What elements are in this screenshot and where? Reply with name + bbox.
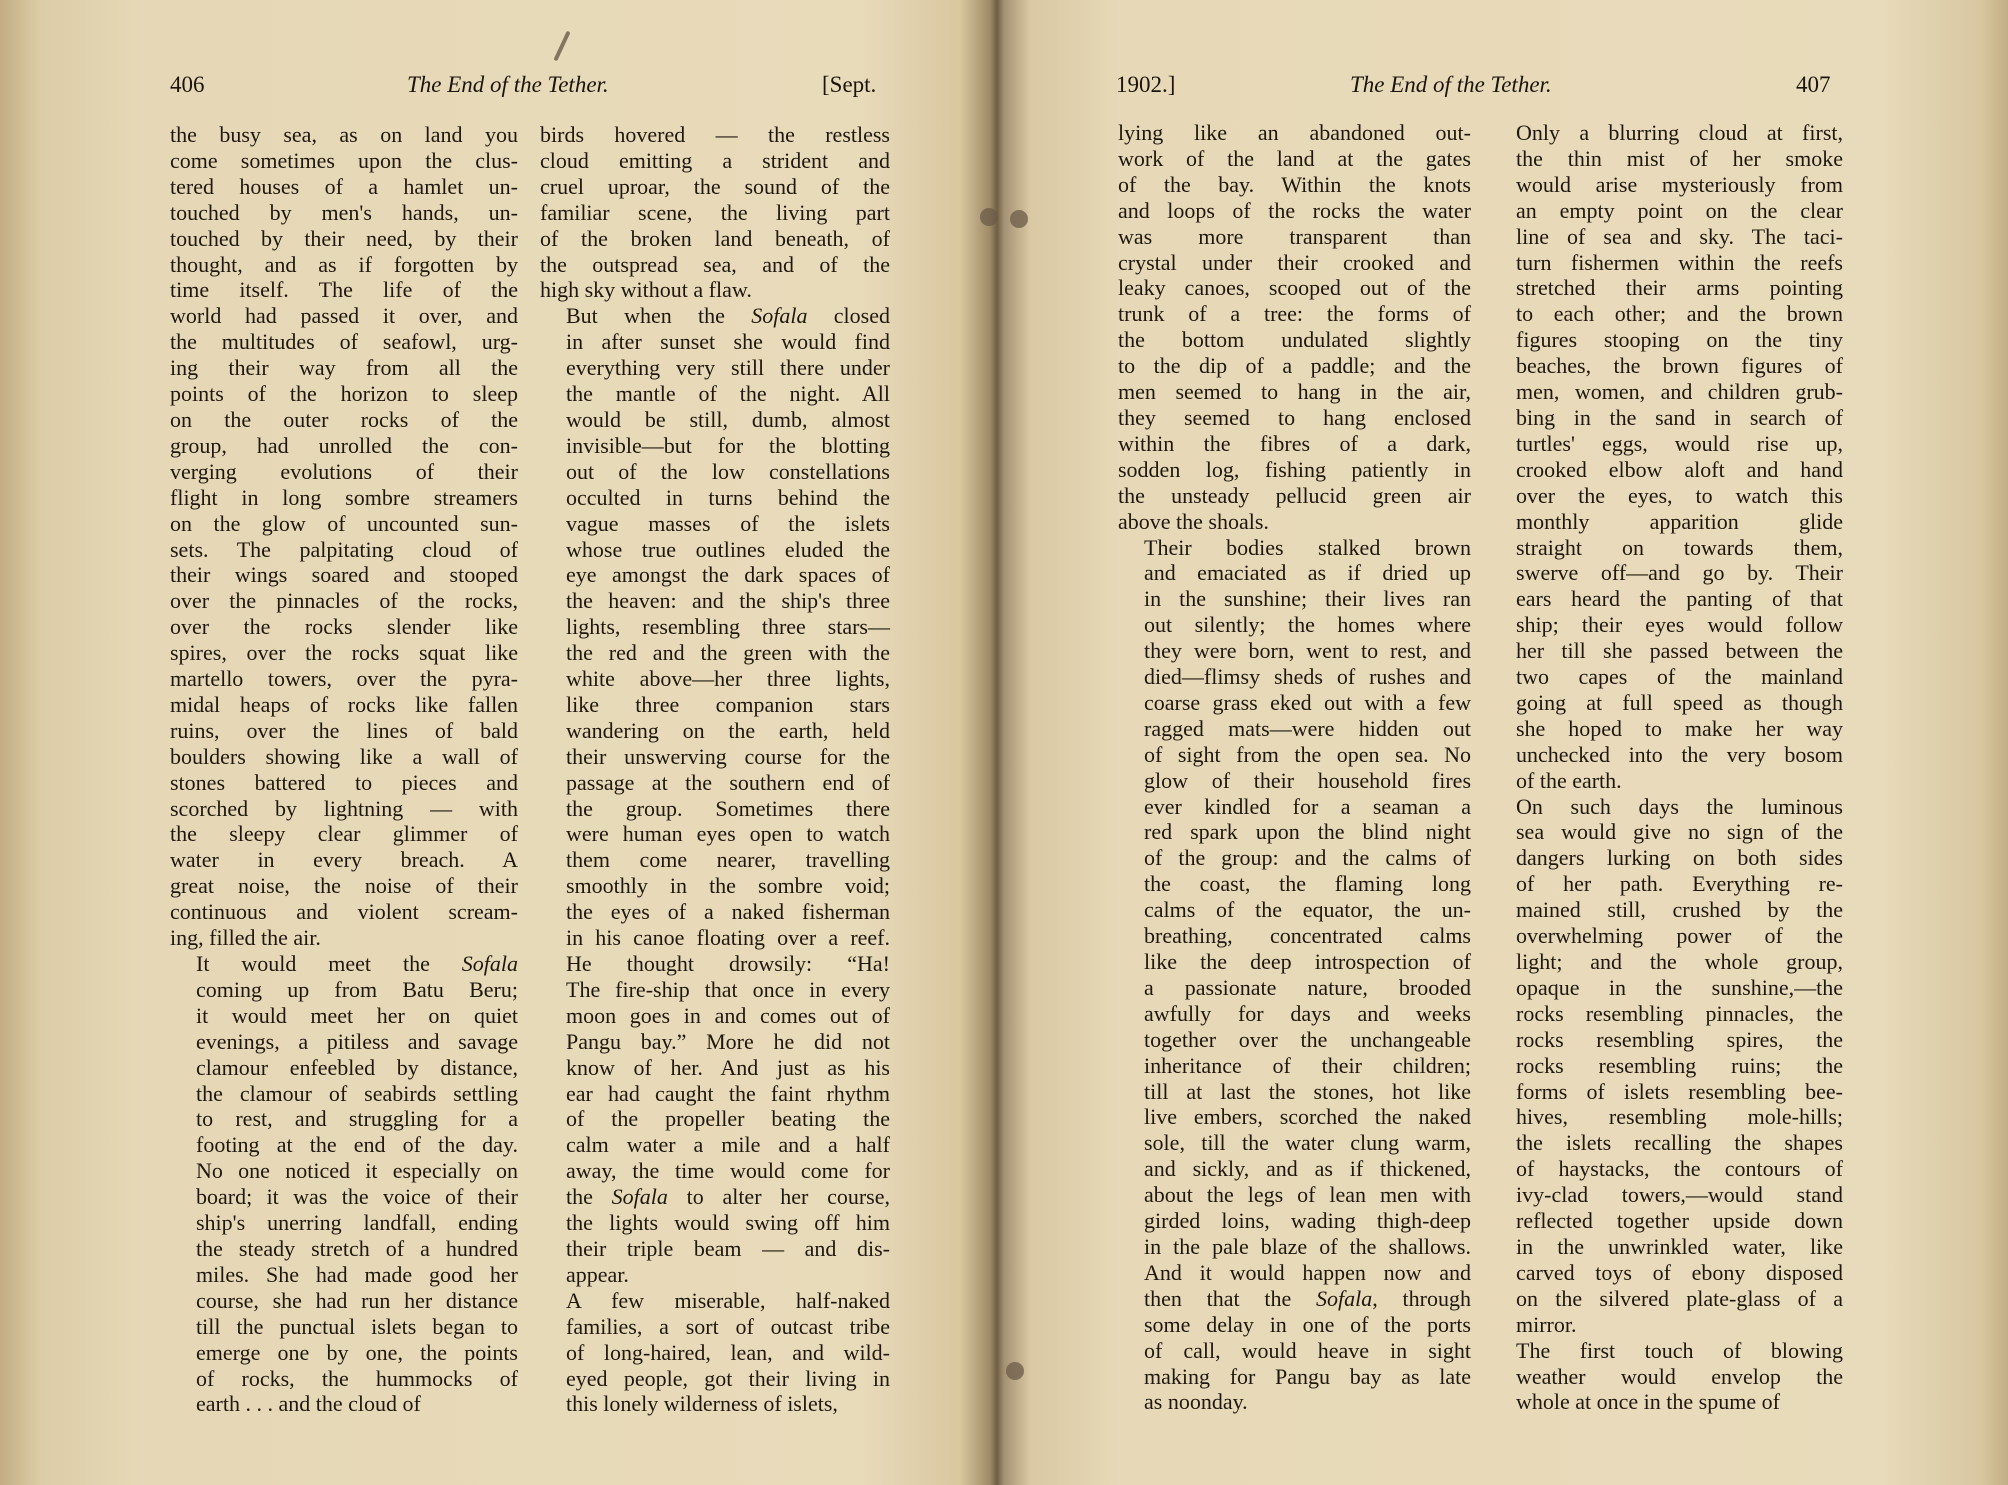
text-line: swerve off—and go by. Their [1516,560,1843,586]
text-line: rocks resembling spires, the [1516,1026,1843,1052]
page-number: 406 [170,72,205,97]
text-line: carved toys of ebony disposed [1516,1259,1843,1285]
text-line: bing in the sand in search of [1516,404,1843,430]
paragraph [1490,794,1843,1338]
paragraph [170,951,518,1417]
text-line: ivy-clad towers,—would stand [1516,1182,1843,1208]
text-line: of her path. Everything re- [1516,871,1843,897]
text-line: eye amongst the dark spaces of [566,562,890,588]
text-line: the heaven: and the ship's three [566,588,890,614]
text-line: clamour enfeebled by distance, [196,1054,518,1080]
text-line: the clamour of seabirds settling [196,1080,518,1106]
text-line: live embers, scorched the naked [1144,1104,1471,1130]
text-line: making for Pangu bay as late [1144,1363,1471,1389]
text-line: the group. Sometimes there [566,795,890,821]
text-line: unchecked into the very bosom [1516,741,1843,767]
right-page-header [1116,72,1841,112]
text-line: glow of their household fires [1144,767,1471,793]
text-line: scorched by lightning — with [170,795,518,821]
text-line: It would meet the Sofala [196,951,518,976]
text-line: girded loins, wading thigh-deep [1144,1208,1471,1234]
text-line: figures stooping on the tiny [1516,327,1843,353]
text-line: about the legs of lean men with [1144,1182,1471,1208]
text-line: red spark upon the blind night [1144,819,1471,845]
text-line: know of her. And just as his [566,1054,890,1080]
text-line: sea would give no sign of the [1516,819,1843,845]
paragraph [540,303,890,1287]
text-line: points of the horizon to sleep [170,381,518,407]
text-line: ears heard the panting of that [1516,586,1843,612]
paragraph [1118,535,1471,1416]
text-line: hives, resembling mole-hills; [1516,1104,1843,1130]
text-line: of the group: and the calms of [1144,845,1471,871]
text-line: of long-haired, lean, and wild- [566,1339,890,1365]
text-line: the red and the green with the [566,640,890,666]
text-line: But when the Sofala closed [566,303,890,329]
text-line: cruel uproar, the sound of the [540,173,890,199]
paragraph [540,1288,890,1418]
text-line: rocks resembling pinnacles, the [1516,1000,1843,1026]
text-line: they were born, went to rest, and [1144,638,1471,664]
text-line: to the dip of a paddle; and the [1118,353,1471,379]
text-line: over the pinnacles of the rocks, [170,588,518,614]
text-line: turtles' eggs, would rise up, [1516,430,1843,456]
text-line: cloud emitting a strident and [540,147,890,173]
text-line: reflected together upside down [1516,1208,1843,1234]
text-line: going at full speed as though [1516,689,1843,715]
text-line: the outspread sea, and of the [540,251,890,277]
text-line: the lights would swing off him [566,1210,890,1236]
text-line: ing, filled the air. [170,925,321,951]
text-line: evenings, a pitiless and savage [196,1028,518,1054]
text-line: moon goes in and comes out of [566,1002,890,1028]
running-title: The End of the Tether. [1350,72,1552,97]
text-line: ruins, over the lines of bald [170,717,518,743]
text-line: He thought drowsily: “Ha! [566,951,890,976]
text-line: water in every breach. A [170,847,518,873]
text-line: was more transparent than [1118,223,1471,249]
text-line: Only a blurring cloud at first, [1516,120,1843,145]
text-line: of call, would heave in sight [1144,1337,1471,1363]
text-line: and sickly, and as if thickened, [1144,1156,1471,1182]
text-line: group, had unrolled the con- [170,432,518,458]
text-line: over the eyes, to watch this [1516,482,1843,508]
text-line: the coast, the flaming long [1144,871,1471,897]
text-line: mirror. [1516,1311,1577,1337]
text-line: birds hovered — the restless [540,122,890,147]
text-line: verging evolutions of their [170,458,518,484]
text-line: touched by their need, by their [170,225,518,251]
text-line: wandering on the earth, held [566,717,890,743]
left-page-header [170,72,895,112]
text-line: crystal under their crooked and [1118,249,1471,275]
text-line: ship; their eyes would follow [1516,612,1843,638]
left-page-column-1 [170,122,518,1417]
text-line: weather would envelop the [1516,1363,1843,1389]
text-line: the steady stretch of a hundred [196,1235,518,1261]
text-line: ragged mats—were hidden out [1144,715,1471,741]
text-line: work of the land at the gates [1118,145,1471,171]
text-line: world had passed it over, and [170,303,518,329]
text-line: footing at the end of the day. [196,1132,518,1158]
text-line: leaky canoes, scooped out of the [1118,275,1471,301]
text-line: smoothly in the sombre void; [566,873,890,899]
text-line: forms of islets resembling bee- [1516,1078,1843,1104]
text-line: overwhelming power of the [1516,923,1843,949]
text-line: of haystacks, the contours of [1516,1156,1843,1182]
text-line: the bottom undulated slightly [1118,327,1471,353]
text-line: some delay in one of the ports [1144,1311,1471,1337]
text-line: the thin mist of her smoke [1516,145,1843,171]
text-line: would arise mysteriously from [1516,171,1843,197]
paragraph [1118,120,1471,535]
text-line: and emaciated as if dried up [1144,560,1471,586]
text-line: flight in long sombre streamers [170,484,518,510]
text-line: opaque in the sunshine,—the [1516,974,1843,1000]
text-line: Pangu bay.” More he did not [566,1028,890,1054]
text-line: away, the time would come for [566,1158,890,1184]
text-line: their triple beam — and dis- [566,1235,890,1261]
text-line: high sky without a flaw. [540,277,752,303]
text-line: an empty point on the clear [1516,197,1843,223]
text-line: in the sunshine; their lives ran [1144,586,1471,612]
text-line: mained still, crushed by the [1516,897,1843,923]
text-line: till the punctual islets began to [196,1313,518,1339]
text-line: the multitudes of seafowl, urg- [170,329,518,355]
text-line: the unsteady pellucid green air [1118,482,1471,508]
text-line: above the shoals. [1118,508,1269,534]
text-line: On such days the luminous [1516,793,1843,819]
text-line: familiar scene, the living part [540,199,890,225]
text-line: crooked elbow aloft and hand [1516,456,1843,482]
text-line: A few miserable, half-naked [566,1287,890,1313]
text-line: great noise, the noise of their [170,873,518,899]
text-line: to rest, and struggling for a [196,1106,518,1132]
text-line: tered houses of a hamlet un- [170,173,518,199]
text-line: them come nearer, travelling [566,847,890,873]
text-line: earth . . . and the cloud of [196,1391,421,1417]
text-line: And it would happen now and [1144,1259,1471,1285]
text-line: the sleepy clear glimmer of [170,821,518,847]
text-line: in the pale blaze of the shallows. [1144,1233,1471,1259]
text-line: the islets recalling the shapes [1516,1130,1843,1156]
text-line: turn fishermen within the reefs [1516,249,1843,275]
text-line: eyed people, got their living in [566,1365,890,1391]
text-line: inheritance of their children; [1144,1052,1471,1078]
text-line: men, women, and children grub- [1516,379,1843,405]
text-line: they seemed to hang enclosed [1118,404,1471,430]
text-line: board; it was the voice of their [196,1184,518,1210]
text-line: and loops of the rocks the water [1118,197,1471,223]
text-line: would be still, dumb, almost [566,406,890,432]
left-page [0,0,995,1485]
text-line: on the outer rocks of the [170,406,518,432]
text-line: it would meet her on quiet [196,1002,518,1028]
text-line: families, a sort of outcast tribe [566,1313,890,1339]
text-line: on the silvered plate-glass of a [1516,1285,1843,1311]
text-line: of the propeller beating the [566,1106,890,1132]
text-line: line of sea and sky. The taci- [1516,223,1843,249]
text-line: boulders showing like a wall of [170,743,518,769]
text-line: till at last the stones, hot like [1144,1078,1471,1104]
text-line: two capes of the mainland [1516,664,1843,690]
text-line: thought, and as if forgotten by [170,251,518,277]
text-line: the mantle of the night. All [566,381,890,407]
text-line: sets. The palpitating cloud of [170,536,518,562]
text-line: occulted in turns behind the [566,484,890,510]
text-line: ever kindled for a seaman a [1144,793,1471,819]
text-line: miles. She had made good her [196,1261,518,1287]
text-line: in the unwrinkled water, like [1516,1233,1843,1259]
text-line: as noonday. [1144,1389,1248,1415]
text-line: lying like an abandoned out- [1118,120,1471,145]
text-line: like the deep introspection of [1144,949,1471,974]
text-line: white above—her three lights, [566,666,890,692]
text-line: invisible—but for the blotting [566,432,890,458]
text-line: straight on towards them, [1516,534,1843,560]
text-line: coarse grass eked out with a few [1144,689,1471,715]
text-line: passage at the southern end of [566,769,890,795]
text-line: the Sofala to alter her course, [566,1184,890,1210]
text-line: beaches, the brown figures of [1516,353,1843,379]
text-line: spires, over the rocks squat like [170,640,518,666]
text-line: everything very still there under [566,355,890,381]
text-line: light; and the whole group, [1516,949,1843,974]
text-line: sole, till the water clung warm, [1144,1130,1471,1156]
text-line: vague masses of the islets [566,510,890,536]
text-line: in after sunset she would find [566,329,890,355]
text-line: of the broken land beneath, of [540,225,890,251]
text-line: awfully for days and weeks [1144,1000,1471,1026]
text-line: ing their way from all the [170,355,518,381]
text-line: midal heaps of rocks like fallen [170,691,518,717]
text-line: of sight from the open sea. No [1144,741,1471,767]
text-line: together over the unchangeable [1144,1026,1471,1052]
paragraph [540,122,890,303]
text-line: the eyes of a naked fisherman [566,899,890,925]
text-line: of the earth. [1516,767,1622,793]
text-line: come sometimes upon the clus- [170,147,518,173]
text-line: like three companion stars [566,691,890,717]
paragraph [1490,120,1843,794]
text-line: she hoped to make her way [1516,715,1843,741]
text-line: Their bodies stalked brown [1144,534,1471,560]
right-page-column-1 [1118,120,1471,1415]
date-mark: 1902.] [1116,72,1176,97]
running-title: The End of the Tether. [407,72,609,97]
left-page-column-2 [540,122,890,1417]
text-line: ear had caught the faint rhythm [566,1080,890,1106]
paragraph [170,122,518,951]
text-line: appear. [566,1261,629,1287]
text-line: martello towers, over the pyra- [170,666,518,692]
text-line: whose true outlines eluded the [566,536,890,562]
text-line: rocks resembling ruins; the [1516,1052,1843,1078]
text-line: their wings soared and stooped [170,562,518,588]
text-line: trunk of a tree: the forms of [1118,301,1471,327]
text-line: dangers lurking on both sides [1516,845,1843,871]
text-line: within the fibres of a dark, [1118,430,1471,456]
text-line: breathing, concentrated calms [1144,923,1471,949]
text-line: died—flimsy sheds of rushes and [1144,664,1471,690]
text-line: stones battered to pieces and [170,769,518,795]
text-line: calms of the equator, the un- [1144,897,1471,923]
text-line: this lonely wilderness of islets, [566,1391,838,1417]
text-line: out of the low constellations [566,458,890,484]
text-line: out silently; the homes where [1144,612,1471,638]
text-line: emerge one by one, the points [196,1339,518,1365]
text-line: The first touch of blowing [1516,1337,1843,1363]
text-line: course, she had run her distance [196,1287,518,1313]
text-line: lights, resembling three stars— [566,614,890,640]
text-line: their unswerving course for the [566,743,890,769]
text-line: coming up from Batu Beru; [196,976,518,1002]
text-line: whole at once in the spume of [1516,1389,1780,1415]
text-line: her till she passed between the [1516,638,1843,664]
text-line: were human eyes open to watch [566,821,890,847]
text-line: a passionate nature, brooded [1144,974,1471,1000]
text-line: men seemed to hang in the air, [1118,379,1471,405]
paragraph [1490,1338,1843,1416]
text-line: sodden log, fishing patiently in [1118,456,1471,482]
text-line: No one noticed it especially on [196,1158,518,1184]
text-line: continuous and violent scream- [170,899,518,925]
text-line: on the glow of uncounted sun- [170,510,518,536]
text-line: stretched their arms pointing [1516,275,1843,301]
text-line: monthly apparition glide [1516,508,1843,534]
page-number: 407 [1796,72,1831,97]
right-page [1000,0,2008,1485]
date-mark: [Sept. [822,72,877,97]
right-page-column-2 [1490,120,1843,1415]
text-line: time itself. The life of the [170,277,518,303]
text-line: calm water a mile and a half [566,1132,890,1158]
text-line: of rocks, the hummocks of [196,1365,518,1391]
text-line: of the bay. Within the knots [1118,171,1471,197]
text-line: to each other; and the brown [1516,301,1843,327]
text-line: ship's unerring landfall, ending [196,1210,518,1236]
text-line: touched by men's hands, un- [170,199,518,225]
text-line: in his canoe floating over a reef. [566,925,890,951]
text-line: over the rocks slender like [170,614,518,640]
text-line: then that the Sofala, through [1144,1285,1471,1311]
text-line: The fire-ship that once in every [566,976,890,1002]
text-line: the busy sea, as on land you [170,122,518,147]
